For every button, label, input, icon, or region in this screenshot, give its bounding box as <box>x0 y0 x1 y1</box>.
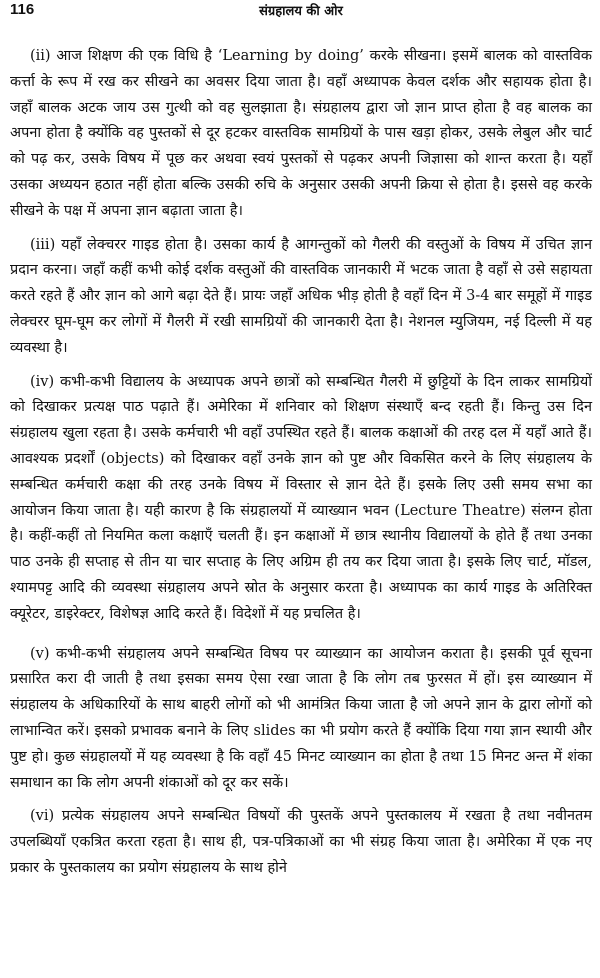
page-number: 116 <box>10 1 35 18</box>
running-title: संग्रहालय की ओर <box>259 4 343 19</box>
paragraph-iv: (iv) कभी-कभी विद्यालय के अध्यापक अपने छात्रों को सम्बन्धित गैलरी में छुट्टियों के दिन लाकर सामग्रियों को दिखाकर प्रत्यक्ष पाठ पढ़ाते हैं। अमेरिका में शनिवार को शिक्षण संस्थाएँ बन्द रहती हैं। किन्तु उस दिन संग्रहालय खुला रहता है। उसके कर्मचारी भी वहाँ उपस्थित रहते हैं। बालक कक्षाओं की तरह दल में यहाँ आते हैं। आवश्यक प्रदर्शों (objects) को दिखाकर वहाँ उनके ज्ञान को पुष्ट और विकसित करने के लिए संग्रहालय के सम्बन्धित कर्मचारी कक्षा की तरह उनके विषय में विस्तार से ज्ञान देते हैं। इसके लिए उसी समय सभा का आयोजन किया जाता है। यही कारण है कि संग्रहालयों में व्याख्यान भवन (Lecture Theatre) संलग्न होता है। कहीं-कहीं तो नियमित कला कक्षाएँ चलती हैं। इन कक्षाओं में छात्र स्थानीय विद्यालयों के होते हैं तथा उनका पाठ उनके ही सप्ताह से तीन या चार सप्ताह के लिए अग्रिम ही तय कर दिया जाता है। इसके लिए चार्ट, मॉडल, श्यामपट्ट आदि की व्यवस्था संग्रहालय अपने स्रोत के अनुसार करता है। अध्यापक का कार्य गाइड के अतिरिक्त क्यूरेटर, डाइरेक्टर, विशेषज्ञ आदि करते हैं। विदेशों में यह प्रचलित है। <box>10 373 592 622</box>
running-header <box>10 0 592 26</box>
paragraph-iii: (iii) यहाँ लेक्चरर गाइड होता है। उसका कार्य है आगन्तुकों को गैलरी की वस्तुओं के विषय में उचित ज्ञान प्रदान करना। जहाँ कहीं कभी कोई दर्शक वस्तुओं की वास्तविक जानकारी में भटक जाता है वहाँ से उसे सहायता करते रहते हैं और ज्ञान को आगे बढ़ा देते हैं। प्रायः जहाँ अधिक भीड़ होती है वहाँ दिन में 3-4 बार समूहों में गाइड लेक्चरर घूम-घूम कर लोगों में गैलरी में रखी सामग्रियों की जानकारी देता है। नेशनल म्युजियम, नई दिल्ली में यह व्यवस्था है। <box>10 236 592 356</box>
paragraph-vi: (vi) प्रत्येक संग्रहालय अपने सम्बन्धित विषयों की पुस्तकें अपने पुस्तकालय में रखता है तथा नवीनतम उपलब्धियाँ एकत्रित करता रहता है। साथ ही, पत्र-पत्रिकाओं का भी संग्रह किया जाता है। अमेरिका में एक नए प्रकार के पुस्तकालय का प्रयोग संग्रहालय के साथ होने <box>10 808 592 876</box>
paragraph-ii: (ii) आज शिक्षण की एक विधि है ‘Learning by doing’ करके सीखना। इसमें बालक को वास्तविक कर्त्ता के रूप में रख कर सीखने का अवसर दिया जाता है। वहाँ अध्यापक केवल दर्शक और सहायक होता है। जहाँ बालक अटक जाय उस गुत्थी को वह सुलझाता है। संग्रहालय द्वारा जो ज्ञान प्राप्त होता है वह बालक का अपना होता है क्योंकि वह पुस्तकों से दूर हटकर वास्तविक सामग्रियों के पास खड़ा होकर, उसके लेबुल और चार्ट को पढ़ कर, उसके विषय में पूछ कर अथवा स्वयं पुस्तकों से पढ़कर अपनी जिज्ञासा को शान्त करता है। यहाँ उसका अध्ययन हठात नहीं होता बल्कि उसकी रुचि के अनुसार उसकी अपनी क्रिया से होता है। इससे वह करके सीखने के पक्ष में अपना ज्ञान बढ़ाता जाता है। <box>10 48 592 219</box>
body-text <box>10 44 592 882</box>
paragraph-v: (v) कभी-कभी संग्रहालय अपने सम्बन्धित विषय पर व्याख्यान का आयोजन कराता है। इसकी पूर्व सूचना प्रसारित करा दी जाती है तथा इसका समय ऐसा रखा जाता है कि लोग तब फुरसत में हों। इस व्याख्यान में संग्रहालय के अधिकारियों के साथ बाहरी लोगों को भी आमंत्रित किया जाता है जो अपने ज्ञान के द्वारा लोगों को लाभान्वित करें। इसको प्रभावक बनाने के लिए slides का भी प्रयोग करते हैं क्योंकि दिया गया ज्ञान स्थायी और पुष्ट हो। कुछ संग्रहालयों में यह व्यवस्था है कि वहाँ 45 मिनट व्याख्यान का होता है तथा 15 मिनट अन्त में शंका समाधान का कि लोग अपनी शंकाओं को दूर कर सकें। <box>10 645 592 791</box>
